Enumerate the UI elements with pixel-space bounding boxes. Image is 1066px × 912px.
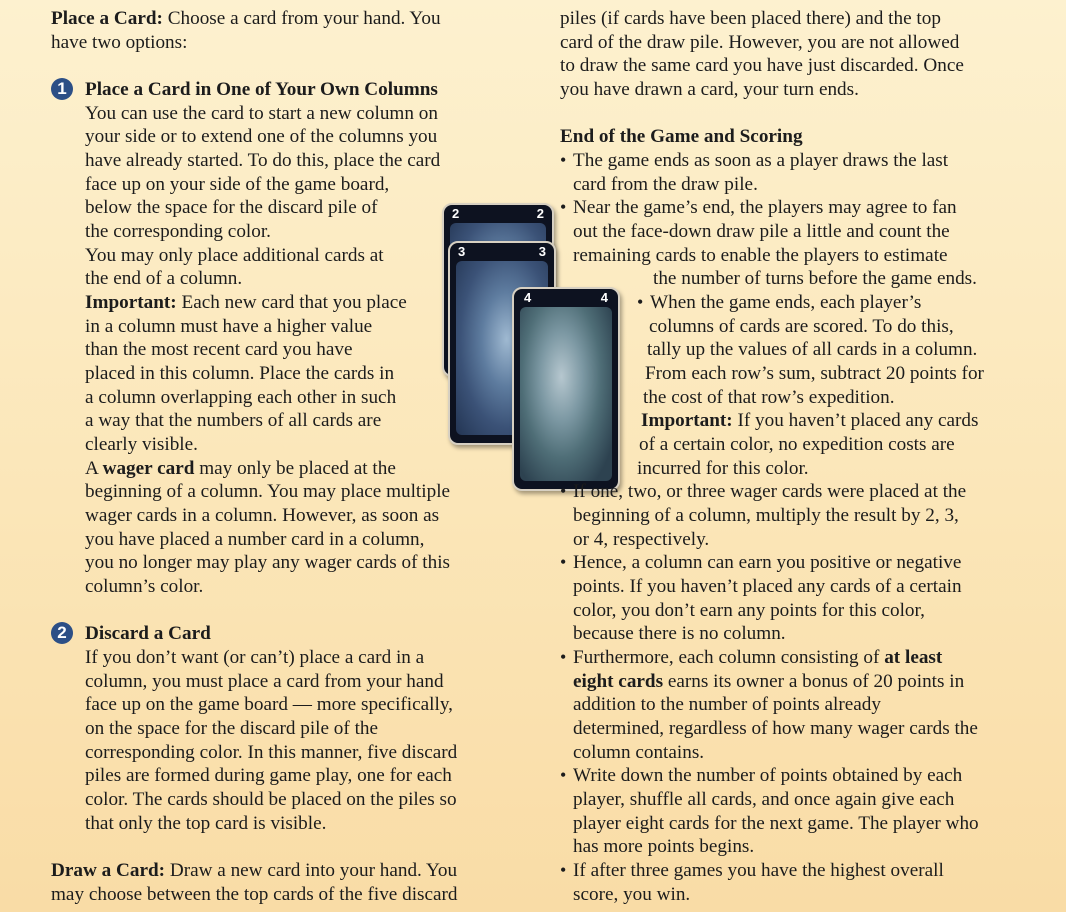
bullet-dot: • (560, 647, 567, 667)
bullet-5: points. If you haven’t placed any cards of a certain (573, 576, 962, 597)
bullet-1: The game ends as soon as a player draws the last (573, 150, 949, 171)
wager-text: you have placed a number card in a column, (85, 529, 425, 550)
intro-line: to draw the same card you have just discarded. Once (560, 55, 964, 76)
important-text: a way that the numbers of all cards are (85, 410, 382, 431)
option-2-badge: 2 (51, 622, 73, 644)
important-text: clearly visible. (85, 434, 198, 455)
bullet-3-important: Important: If you haven’t placed any cards (641, 410, 979, 431)
important-text: in a column must have a higher value (85, 316, 373, 337)
opt1-line: the end of a column. (85, 268, 243, 289)
bullet-3: of a certain color, no expedition costs are (639, 434, 955, 455)
bullet-1: card from the draw pile. (573, 174, 758, 195)
wager-card-term: wager card (102, 458, 195, 479)
opt2-line: on the space for the discard pile of the (85, 718, 379, 739)
bullet-2: out the face-down draw pile a little and count the (573, 221, 950, 242)
opt1-line: your side or to extend one of the columns you (85, 126, 438, 147)
bullet-7: Write down the number of points obtained by each (573, 765, 963, 786)
opt2-line: face up on the game board — more specifically, (85, 694, 453, 715)
draw-card-heading: Draw a Card: (51, 860, 166, 881)
wager-text: you no longer may play any wager cards of this (85, 552, 450, 573)
bullet-6: column contains. (573, 742, 705, 763)
wager-text: beginning of a column. You may place multiple (85, 481, 451, 502)
card-number: 3 (458, 244, 466, 259)
important-label: Important: (641, 410, 733, 431)
bullet-dot: • (560, 150, 567, 170)
bullet-3: tally up the values of all cards in a column. (647, 339, 978, 360)
bullet-3: From each row’s sum, subtract 20 points for (645, 363, 984, 384)
card-number: 3 (538, 244, 546, 259)
bullet-7: has more points begins. (573, 836, 755, 857)
opt1-line: You can use the card to start a new column on (85, 103, 438, 124)
bullet-dot: • (637, 292, 644, 312)
bullet-6: addition to the number of points already (573, 694, 881, 715)
opt1-line: below the space for the discard pile of (85, 197, 378, 218)
draw-card-line: Draw a Card: Draw a new card into your hand. You (51, 860, 458, 881)
important-text: placed in this column. Place the cards in (85, 363, 395, 384)
important-text: than the most recent card you have (85, 339, 353, 360)
opt2-line: color. The cards should be placed on the piles so (85, 789, 457, 810)
opt2-line: that only the top card is visible. (85, 813, 327, 834)
place-card-heading: Place a Card: (51, 8, 163, 29)
bullet-4: beginning of a column, multiply the result by 2, 3, (573, 505, 959, 526)
place-card-line: Place a Card: Choose a card from your hand. You (51, 8, 441, 29)
bullet-5: because there is no column. (573, 623, 786, 644)
bullet-3: incurred for this color. (637, 458, 809, 479)
option-2-title: Discard a Card (85, 623, 211, 644)
bullet-4: If one, two, or three wager cards were placed at the (573, 481, 967, 502)
bullet-6: determined, regardless of how many wager cards the (573, 718, 978, 739)
opt1-line: You may only place additional cards at (85, 245, 384, 266)
card-number: 4 (600, 290, 608, 305)
opt1-line: have already started. To do this, place the card (85, 150, 441, 171)
bullet-6-line1: Furthermore, each column consisting of at least (573, 647, 943, 668)
intro-line: piles (if cards have been placed there) and the top (560, 8, 941, 29)
card-number: 2 (536, 206, 544, 221)
bullet-5: Hence, a column can earn you positive or negative (573, 552, 962, 573)
bullet-3: the cost of that row’s expedition. (643, 387, 895, 408)
bullet-4: or 4, respectively. (573, 529, 710, 550)
card-4 (512, 287, 620, 491)
wager-text: wager cards in a column. However, as soon as (85, 505, 440, 526)
opt1-line: face up on your side of the game board, (85, 174, 390, 195)
bullet-dot: • (560, 765, 567, 785)
opt2-line: column, you must place a card from your hand (85, 671, 444, 692)
wager-line: A wager card may only be placed at the (85, 458, 396, 479)
important-label: Important: (85, 292, 177, 313)
end-game-heading: End of the Game and Scoring (560, 126, 803, 147)
bullet-8: score, you win. (573, 884, 691, 905)
card-number: 4 (524, 290, 532, 305)
option-1-title: Place a Card in One of Your Own Columns (85, 79, 438, 100)
bullet-2: the number of turns before the game ends. (653, 268, 977, 289)
bullet-3: columns of cards are scored. To do this, (649, 316, 954, 337)
opt1-line: the corresponding color. (85, 221, 271, 242)
bullet-2: Near the game’s end, the players may agree to fan (573, 197, 957, 218)
bullet-5: color, you don’t earn any points for this color, (573, 600, 925, 621)
opt2-line: corresponding color. In this manner, five discard (85, 742, 458, 763)
wager-text: column’s color. (85, 576, 204, 597)
card-art (520, 307, 612, 481)
intro-line: you have drawn a card, your turn ends. (560, 79, 859, 100)
important-text: a column overlapping each other in such (85, 387, 397, 408)
place-card-line2: have two options: (51, 32, 188, 53)
important-line: Important: Each new card that you place (85, 292, 407, 313)
bullet-dot: • (560, 552, 567, 572)
intro-line: card of the draw pile. However, you are not allowed (560, 32, 960, 53)
bullet-2: remaining cards to enable the players to estimate (573, 245, 948, 266)
opt2-line: If you don’t want (or can’t) place a card in a (85, 647, 425, 668)
bullet-7: player, shuffle all cards, and once again give each (573, 789, 955, 810)
bullet-6-line2: eight cards earns its owner a bonus of 20 points in (573, 671, 965, 692)
opt2-line: piles are formed during game play, one for each (85, 765, 452, 786)
draw-card-line2: may choose between the top cards of the five discard (51, 884, 458, 905)
option-1-badge: 1 (51, 78, 73, 100)
bullet-3: When the game ends, each player’s (650, 292, 922, 313)
bullet-dot: • (560, 860, 567, 880)
bullet-8: If after three games you have the highest overall (573, 860, 944, 881)
bullet-dot: • (560, 481, 567, 501)
bullet-7: player eight cards for the next game. The player who (573, 813, 979, 834)
bullet-dot: • (560, 197, 567, 217)
card-number: 2 (452, 206, 460, 221)
